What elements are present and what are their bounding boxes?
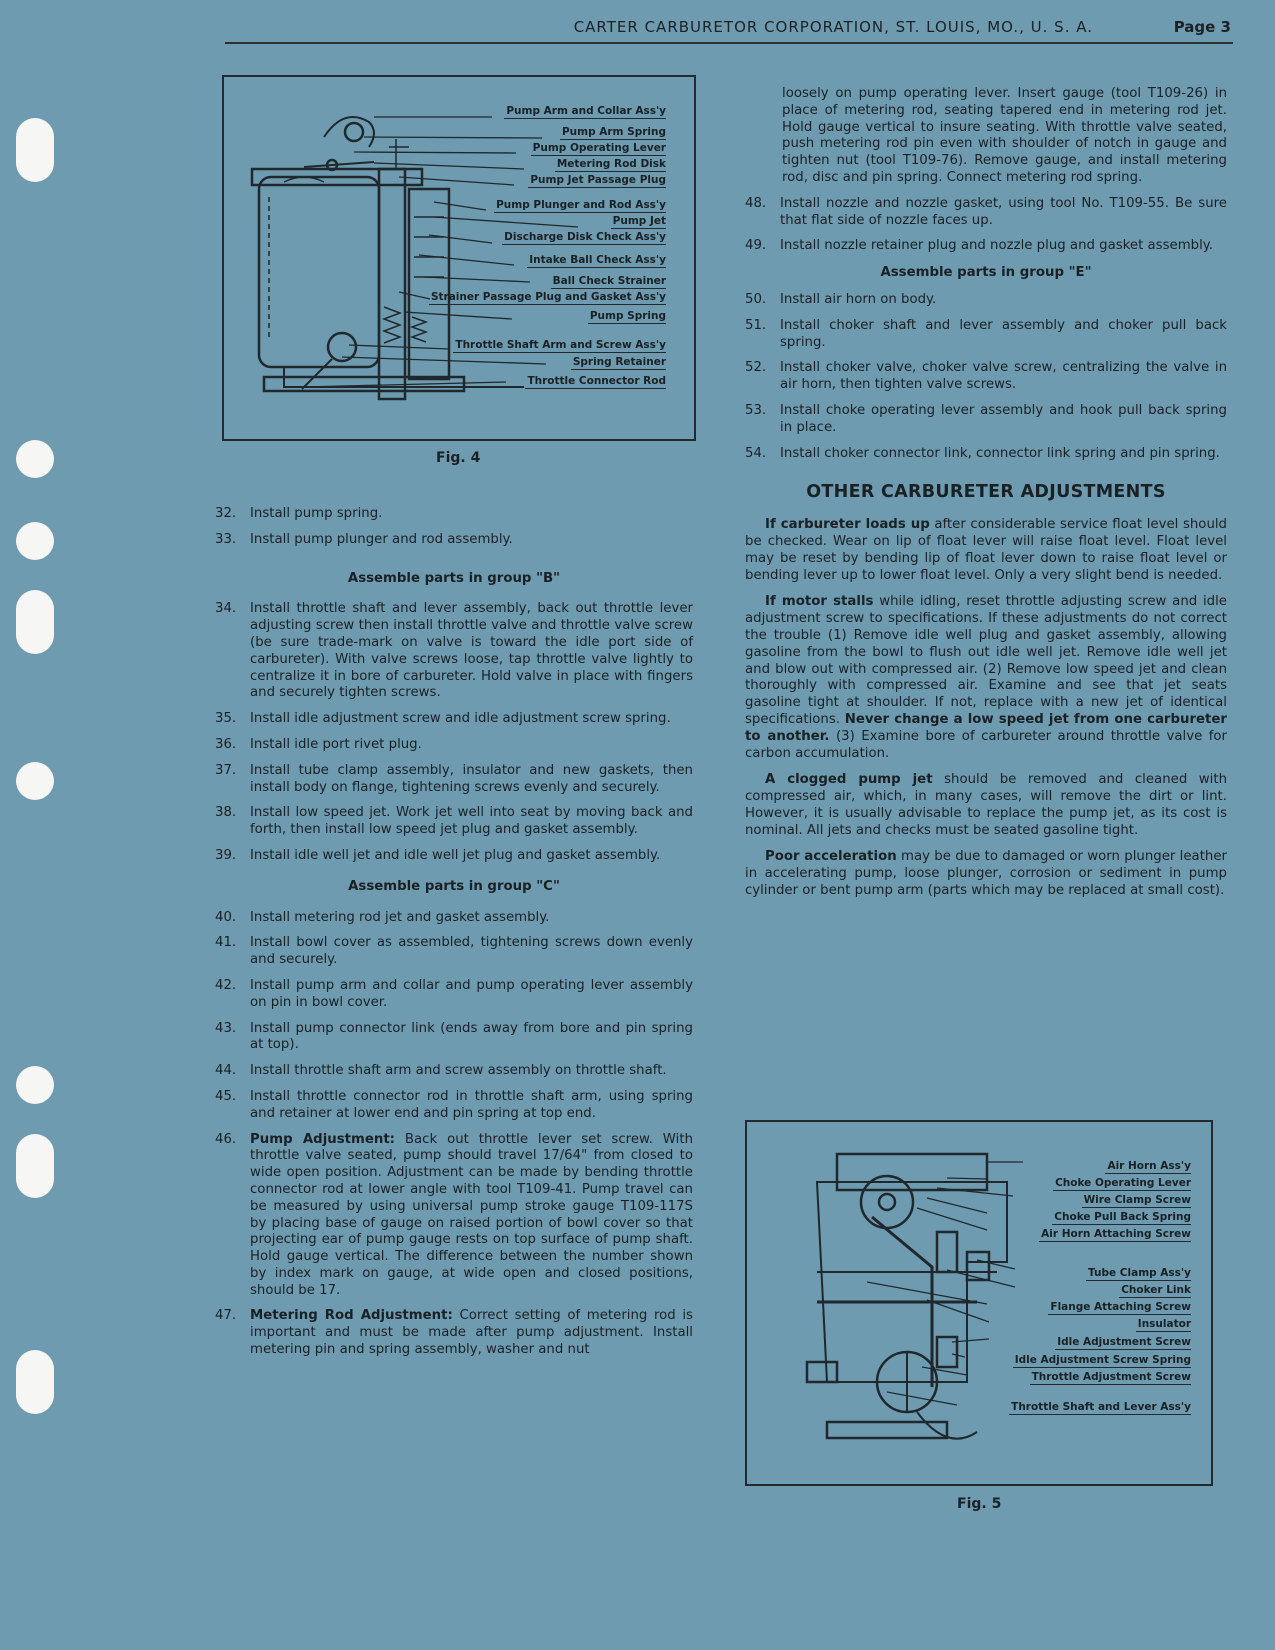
step-number: 32.	[215, 506, 237, 521]
binder-hole	[16, 590, 54, 654]
step-text: Install idle port rivet plug.	[250, 736, 422, 752]
step-number: 48.	[745, 195, 767, 211]
binder-hole	[16, 1066, 54, 1104]
step-48	[745, 196, 1227, 230]
group-e-heading: Assemble parts in group "E"	[880, 265, 1092, 281]
callout-label: Throttle Shaft and Lever Ass'y	[1011, 1401, 1191, 1413]
step-text: Install choker valve, choker valve screw, centralizing the valve in air horn, then tighten valve screws.	[780, 360, 1227, 393]
callout-label: Throttle Connector Rod	[527, 375, 666, 387]
step-number: 39.	[215, 847, 237, 863]
binder-hole	[16, 1350, 54, 1414]
callout-label: Tube Clamp Ass'y	[1088, 1267, 1191, 1279]
step-text: Install tube clamp assembly, insulator and new gaskets, then install body on flange, tightening screws evenly and securely.	[250, 762, 693, 795]
callout-label: Discharge Disk Check Ass'y	[504, 231, 666, 243]
step-number: 45.	[215, 1088, 237, 1104]
callout-label: Idle Adjustment Screw Spring	[1014, 1354, 1191, 1366]
step-40	[215, 910, 693, 927]
step-51	[745, 318, 1227, 352]
binder-hole	[16, 118, 54, 182]
callout-label: Metering Rod Disk	[556, 158, 666, 170]
steps-group-c	[215, 910, 693, 1359]
paragraph-lead: If carbureter loads up	[765, 517, 930, 533]
step-number: 49.	[745, 238, 767, 254]
step-text: Install idle well jet and idle well jet plug and gasket assembly.	[250, 847, 661, 863]
step-text: Install nozzle and nozzle gasket, using tool No. T109-55. Be sure that flat side of nozzle faces up.	[780, 195, 1227, 228]
step-53	[745, 403, 1227, 437]
step-text: Install pump plunger and rod assembly.	[250, 531, 513, 547]
step-text: Install metering rod jet and gasket assembly.	[250, 909, 550, 925]
step-number: 51.	[745, 317, 767, 333]
step-text: Install choker shaft and lever assembly and choker pull back spring.	[780, 317, 1227, 350]
step-number: 52.	[745, 360, 767, 376]
step-43	[215, 1021, 693, 1055]
step-number: 41.	[215, 935, 237, 951]
callout-label: Air Horn Attaching Screw	[1041, 1228, 1191, 1240]
figure-4	[222, 75, 696, 441]
figure-5-caption: Fig. 5	[957, 1496, 1002, 1512]
step-50	[745, 292, 1227, 309]
step-text: Install pump connector link (ends away from bore and pin spring at top).	[250, 1020, 693, 1053]
step-number: 43.	[215, 1020, 237, 1036]
right-column	[745, 86, 1227, 910]
step-text: Correct setting of metering rod is important and must be made after pump adjustment. Install metering pin and spring assembly, washer and nut	[250, 1308, 693, 1358]
binder-hole	[16, 1134, 54, 1198]
step-text: Install choke operating lever assembly and hook pull back spring in place.	[780, 402, 1227, 435]
paragraph-lead: Poor acceleration	[765, 849, 897, 865]
callout-label: Insulator	[1137, 1318, 1191, 1330]
callout-label: Strainer Passage Plug and Gasket Ass'y	[430, 291, 666, 303]
step-number: 37.	[215, 762, 237, 778]
steps-group-b	[215, 601, 693, 864]
step-41	[215, 935, 693, 969]
fig4-callouts	[336, 105, 666, 415]
step-text: Install idle adjustment screw and idle adjustment screw spring.	[250, 711, 671, 727]
step-34	[215, 601, 693, 702]
step-text: Back out throttle lever set screw. With throttle valve seated, pump should travel 17/64" from closed to wide open position. Adjustment can be made by bending throttle connector rod at lower angle with tool T109-41. Pump travel can be measured by using universal pump stroke gauge T109-117S by placing base of gauge on raised portion of bowl cover so that projecting ear of pump gauge rests on top surface of pump shaft. Hold gauge vertical. The difference between the number shown by index mark on gauge, at wide open and closed positions, should be 17.	[250, 1131, 693, 1298]
paragraph-loads-up	[745, 517, 1227, 584]
step-text: Install bowl cover as assembled, tightening screws down evenly and securely.	[250, 935, 693, 968]
callout-label: Idle Adjustment Screw	[1057, 1336, 1191, 1348]
paragraph-text: should be removed and cleaned with compressed air, which, in many cases, will remove the dirt or lint. However, it is usually advisable to replace the pump jet, as its cost is nominal. All jets and checks must be seated gasoline tight.	[745, 772, 1228, 838]
step-text: Install throttle connector rod in throttle shaft arm, using spring and retainer at lower end and pin spring at top end.	[250, 1088, 693, 1121]
paragraph-text: after considerable service float level should be checked. Wear on lip of float lever will raise float level. Float level may be reset by bending lip of float lever down to raise float level or bending lever up to lower float level. Only a very slight bend is needed.	[745, 517, 1228, 583]
callout-label: Ball Check Strainer	[552, 275, 666, 287]
step-35	[215, 711, 693, 728]
paragraph-lead: If motor stalls	[765, 594, 874, 610]
step-32	[215, 506, 693, 523]
callout-label: Wire Clamp Screw	[1083, 1194, 1191, 1206]
step-37	[215, 763, 693, 797]
step-number: 35.	[215, 711, 237, 727]
step-text: Install low speed jet. Work jet well into seat by moving back and forth, then install low speed jet plug and gasket assembly.	[250, 805, 693, 838]
paragraph-emphasis: Never change a low speed jet from one carbureter to another.	[745, 711, 1227, 744]
step-38	[215, 805, 693, 839]
step-42	[215, 978, 693, 1012]
paragraph-text: may be due to damaged or worn plunger leather in accelerating pump, loose plunger, corrosion or sediment in pump cylinder or bent pump arm (parts which may be replaced at small cost).	[745, 849, 1227, 899]
callout-label: Pump Operating Lever	[532, 142, 666, 154]
figure-4-caption: Fig. 4	[436, 450, 481, 466]
step-number: 47.	[215, 1308, 237, 1324]
step-text: Install throttle shaft arm and screw assembly on throttle shaft.	[250, 1063, 667, 1079]
step-lead: Pump Adjustment:	[250, 1131, 396, 1147]
step-number: 46.	[215, 1131, 237, 1147]
callout-label: Spring Retainer	[572, 356, 666, 368]
steps-group-a	[215, 506, 693, 549]
step-54	[745, 446, 1227, 463]
paragraph-poor-acceleration	[745, 849, 1227, 899]
page-number: Page 3	[1173, 18, 1231, 36]
paragraph-text: (3) Examine bore of carbureter around throttle valve for carbon accumulation.	[745, 728, 1228, 761]
step-45	[215, 1089, 693, 1123]
figure-5	[745, 1120, 1213, 1486]
step-49	[745, 238, 1227, 255]
binder-hole	[16, 522, 54, 560]
callout-label: Throttle Shaft Arm and Screw Ass'y	[455, 339, 666, 351]
callout-label: Choke Pull Back Spring	[1054, 1211, 1191, 1223]
step-47-continued	[745, 86, 1227, 187]
callout-label: Pump Plunger and Rod Ass'y	[496, 199, 666, 211]
left-column	[215, 506, 693, 1368]
step-44	[215, 1063, 693, 1080]
callout-label: Flange Attaching Screw	[1050, 1301, 1191, 1313]
step-36	[215, 737, 693, 754]
step-text: Install pump arm and collar and pump operating lever assembly on pin in bowl cover.	[250, 977, 693, 1010]
step-number: 40.	[215, 909, 237, 925]
callout-label: Pump Arm and Collar Ass'y	[506, 105, 666, 117]
callout-label: Pump Spring	[589, 310, 666, 322]
binder-hole	[16, 440, 54, 478]
callout-label: Choker Link	[1121, 1284, 1191, 1296]
step-number: 54.	[745, 445, 767, 461]
callout-label: Pump Jet Passage Plug	[530, 174, 666, 186]
step-text: Install pump spring.	[250, 506, 383, 521]
step-lead: Metering Rod Adjustment:	[250, 1308, 453, 1324]
callout-label: Pump Jet	[612, 215, 666, 227]
step-52	[745, 360, 1227, 394]
step-text: Install choker connector link, connector link spring and pin spring.	[780, 445, 1220, 461]
step-number: 38.	[215, 805, 237, 821]
section-title: OTHER CARBURETER ADJUSTMENTS	[806, 482, 1166, 503]
callout-label: Intake Ball Check Ass'y	[529, 254, 666, 266]
step-33	[215, 532, 693, 549]
page-header	[225, 16, 1233, 44]
company-name: CARTER CARBURETOR CORPORATION, ST. LOUIS, MO., U. S. A.	[573, 18, 1093, 36]
callout-label: Throttle Adjustment Screw	[1031, 1371, 1191, 1383]
paragraph-lead: A clogged pump jet	[765, 772, 933, 788]
step-46	[215, 1132, 693, 1300]
paragraph-clogged-pump-jet	[745, 772, 1227, 839]
step-number: 53.	[745, 402, 767, 418]
paragraph-text: while idling, reset throttle adjusting screw and idle adjustment screw to specifications. If these adjustments do not correct the trouble (1) Remove idle well plug and gasket assembly, allowing gasoline from the bowl to flush out idle well jet. Remove idle well jet and blow out with compressed air. (2) Remove low speed jet and clean thoroughly with compressed air. Examine and see that jet seats gasoline tight at shoulder. If not, replace with a new jet of identical specifications.	[745, 594, 1227, 727]
step-text: Install throttle shaft and lever assembly, back out throttle lever adjusting screw then install throttle valve and throttle valve screw (be sure trade-mark on valve is toward the idle port side of carbureter). With valve screws loose, tap throttle valve lightly to centralize it in bore of carbureter. Hold valve in place with fingers and securely tighten screws.	[250, 601, 693, 701]
binder-hole	[16, 762, 54, 800]
step-number: 42.	[215, 977, 237, 993]
paragraph-motor-stalls	[745, 594, 1227, 762]
step-number: 50.	[745, 291, 767, 307]
group-c-heading: Assemble parts in group "C"	[348, 878, 560, 894]
callout-label: Air Horn Ass'y	[1107, 1160, 1191, 1172]
step-39	[215, 848, 693, 865]
step-number: 34.	[215, 601, 237, 617]
fig5-callouts	[921, 1160, 1191, 1460]
step-number: 36.	[215, 736, 237, 752]
step-text: loosely on pump operating lever. Insert gauge (tool T109-26) in place of metering rod, seating tapered end in metering rod jet. Hold gauge vertical to insure seating. With throttle valve seated, push metering rod pin even with shoulder of notch in gauge and tighten nut (tool T109-76). Remove gauge, and install metering rod, disc and pin spring. Connect metering rod spring.	[782, 86, 1227, 185]
step-text: Install air horn on body.	[780, 291, 937, 307]
callout-label: Choke Operating Lever	[1055, 1177, 1191, 1189]
callout-label: Pump Arm Spring	[561, 126, 666, 138]
step-text: Install nozzle retainer plug and nozzle plug and gasket assembly.	[780, 238, 1213, 254]
step-number: 44.	[215, 1063, 237, 1079]
group-b-heading: Assemble parts in group "B"	[347, 570, 561, 586]
step-number: 33.	[215, 531, 237, 547]
step-47	[215, 1308, 693, 1358]
